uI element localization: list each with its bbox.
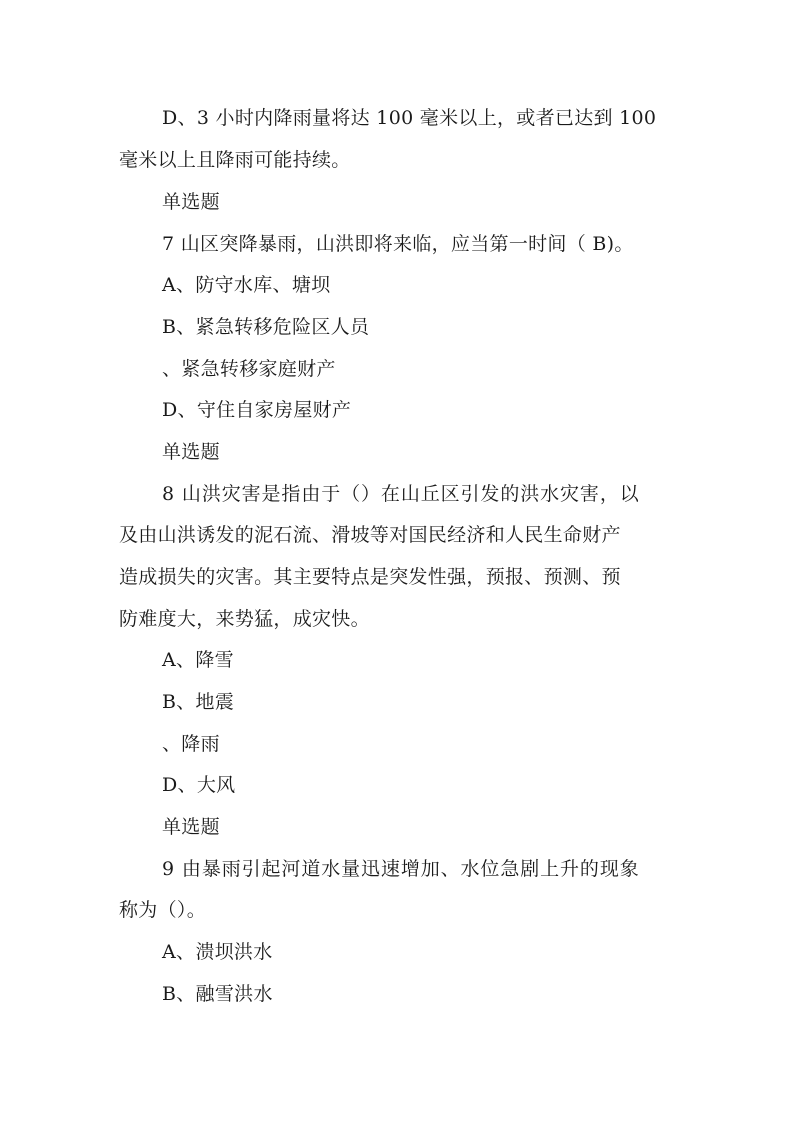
q9-option-a: A、溃坝洪水 xyxy=(162,941,273,963)
q7-option-d: D、守住自家房屋财产 xyxy=(162,399,352,421)
question-type-label: 单选题 xyxy=(162,191,220,213)
q8-option-b: B、地震 xyxy=(162,691,235,713)
question-type-label: 单选题 xyxy=(162,441,220,463)
q6-option-d-text: D、3 小时内降雨量将达 100 毫米以上，或者已达到 100 xyxy=(162,107,657,129)
q8-option-c: 、降雨 xyxy=(162,733,220,755)
q8-stem-cont: 防难度大，来势猛，成灾快。 xyxy=(119,608,370,630)
q8-option-d: D、大风 xyxy=(162,774,236,796)
q6-option-d-text-cont: 毫米以上且降雨可能持续。 xyxy=(119,149,351,171)
q7-stem: 7 山区突降暴雨，山洪即将来临，应当第一时间（ B)。 xyxy=(162,233,634,255)
q9-stem: 9 由暴雨引起河道水量迅速增加、水位急剧上升的现象 xyxy=(162,858,640,880)
q7-option-b: B、紧急转移危险区人员 xyxy=(162,316,370,338)
q8-stem-cont: 造成损失的灾害。其主要特点是突发性强，预报、预测、预 xyxy=(119,566,621,588)
q8-stem: 8 山洪灾害是指由于（）在山丘区引发的洪水灾害，以 xyxy=(162,483,640,505)
q8-stem-cont: 及由山洪诱发的泥石流、滑坡等对国民经济和人民生命财产 xyxy=(119,524,621,546)
q9-option-b: B、融雪洪水 xyxy=(162,983,273,1005)
question-type-label: 单选题 xyxy=(162,816,220,838)
q7-option-a: A、防守水库、塘坝 xyxy=(162,274,331,296)
q8-option-a: A、降雪 xyxy=(162,649,234,671)
q7-option-c: 、紧急转移家庭财产 xyxy=(162,358,336,380)
q9-stem-cont: 称为（）。 xyxy=(119,899,207,921)
